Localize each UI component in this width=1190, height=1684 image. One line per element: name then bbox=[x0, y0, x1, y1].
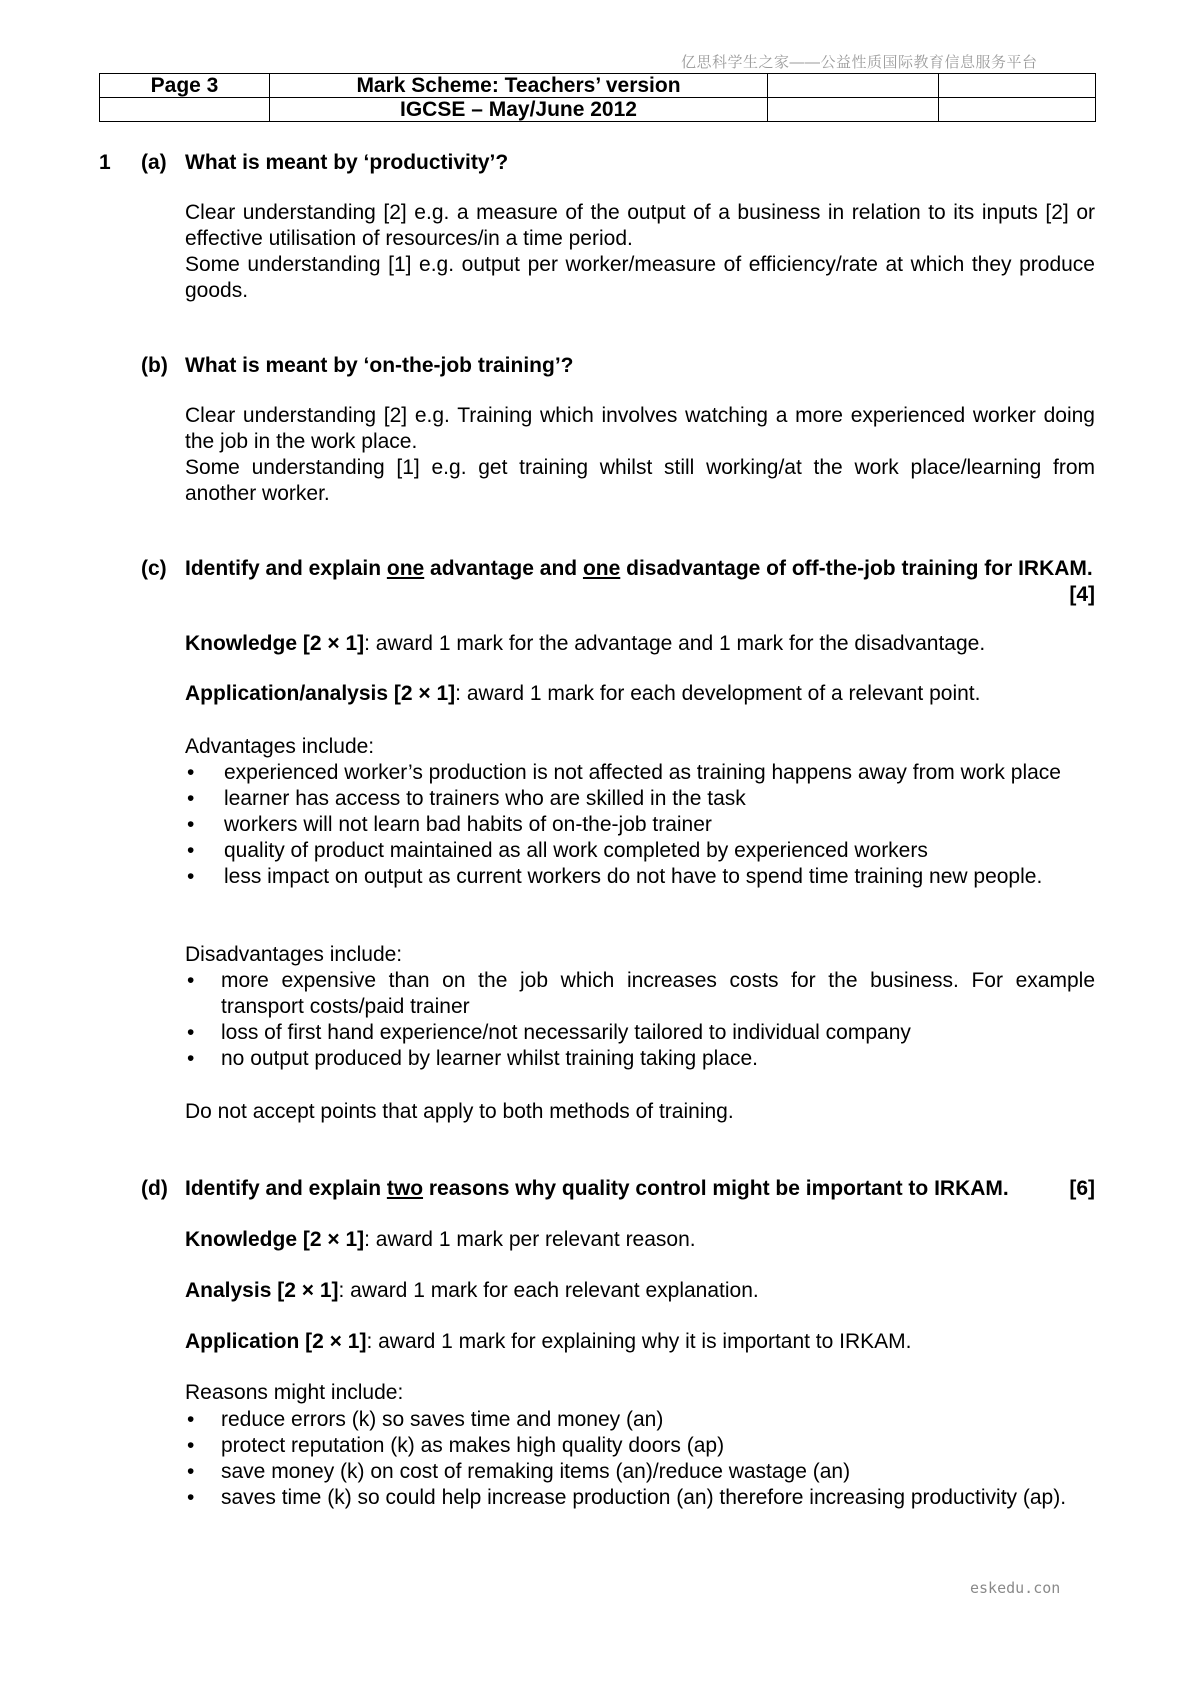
part-d-question bbox=[185, 1176, 1095, 1202]
answer-some-understanding: Some understanding [1] e.g. get training whilst still working/at the work place/learning from another worker. bbox=[185, 456, 1095, 505]
watermark-top: 亿思科学生之家——公益性质国际教育信息服务平台 bbox=[681, 54, 1038, 71]
header-page: Page 3 bbox=[100, 74, 270, 98]
question-text: advantage and bbox=[424, 557, 583, 580]
part-a-label: (a) bbox=[141, 151, 167, 174]
bullet-icon: • bbox=[187, 813, 195, 836]
question-text: reasons why quality control might be important to IRKAM. bbox=[423, 1177, 1009, 1200]
part-a-answer bbox=[185, 200, 1095, 304]
header-empty-cell bbox=[768, 74, 939, 98]
question-text: Identify and explain bbox=[185, 557, 387, 580]
header-empty-cell bbox=[100, 98, 270, 122]
part-a-question: What is meant by ‘productivity’? bbox=[185, 151, 509, 174]
list-item: • protect reputation (k) as makes high quality doors (ap) bbox=[187, 1434, 725, 1457]
criteria-text: : award 1 mark for each relevant explanation. bbox=[338, 1279, 759, 1302]
bullet-icon: • bbox=[187, 969, 195, 992]
list-item: • workers will not learn bad habits of on-the-job trainer bbox=[187, 813, 712, 836]
application-criteria bbox=[185, 681, 1095, 707]
list-item: • reduce errors (k) so saves time and money (an) bbox=[187, 1408, 664, 1431]
part-b-question: What is meant by ‘on-the-job training’? bbox=[185, 354, 574, 377]
underlined-word: one bbox=[582, 557, 621, 580]
header-empty-cell bbox=[939, 98, 1096, 122]
list-item: • save money (k) on cost of remaking items (an)/reduce wastage (an) bbox=[187, 1460, 851, 1483]
question-text: Identify and explain bbox=[185, 1177, 387, 1200]
reasons-list bbox=[185, 1407, 1095, 1511]
bullet-icon: • bbox=[187, 787, 195, 810]
bullet-icon: • bbox=[187, 1408, 195, 1431]
answer-some-understanding: Some understanding [1] e.g. output per worker/measure of efficiency/rate at which they produce goods. bbox=[185, 253, 1095, 302]
bullet-icon: • bbox=[187, 1047, 195, 1070]
criteria-label: Application/analysis [2 × 1] bbox=[185, 682, 456, 705]
criteria-label: Knowledge [2 × 1] bbox=[185, 632, 365, 655]
bullet-icon: • bbox=[187, 1486, 195, 1509]
list-item: • saves time (k) so could help increase production (an) therefore increasing productivity (ap). bbox=[187, 1486, 1067, 1509]
bullet-icon: • bbox=[187, 1460, 195, 1483]
criteria-text: : award 1 mark per relevant reason. bbox=[364, 1228, 696, 1251]
part-d-label: (d) bbox=[141, 1177, 168, 1200]
bullet-icon: • bbox=[187, 839, 195, 862]
reasons-heading: Reasons might include: bbox=[185, 1381, 404, 1404]
bullet-icon: • bbox=[187, 865, 195, 888]
criteria-label: Analysis [2 × 1] bbox=[185, 1279, 339, 1302]
part-c-question bbox=[185, 556, 1095, 608]
criteria-text: : award 1 mark for the advantage and 1 mark for the disadvantage. bbox=[364, 632, 986, 655]
advantages-heading: Advantages include: bbox=[185, 735, 375, 758]
marks-allocation: [6] bbox=[1069, 1177, 1095, 1200]
list-item: • experienced worker’s production is not affected as training happens away from work place bbox=[187, 761, 1061, 784]
criteria-text: : award 1 mark for each development of a relevant point. bbox=[455, 682, 981, 705]
advantages-list bbox=[185, 760, 1095, 890]
list-item: • learner has access to trainers who are skilled in the task bbox=[187, 787, 746, 810]
underlined-word: one bbox=[386, 557, 425, 580]
list-item: • quality of product maintained as all work completed by experienced workers bbox=[187, 839, 928, 862]
header-table bbox=[99, 73, 1096, 122]
bullet-icon: • bbox=[187, 1021, 195, 1044]
disadvantages-heading: Disadvantages include: bbox=[185, 943, 403, 966]
knowledge-criteria bbox=[185, 1227, 1095, 1253]
list-item: • no output produced by learner whilst training taking place. bbox=[187, 1047, 758, 1070]
underlined-word: two bbox=[386, 1177, 424, 1200]
part-b-label: (b) bbox=[141, 354, 168, 377]
header-empty-cell bbox=[768, 98, 939, 122]
bullet-icon: • bbox=[187, 761, 195, 784]
list-item: • loss of first hand experience/not necessarily tailored to individual company bbox=[187, 1021, 911, 1044]
list-item: • less impact on output as current workers do not have to spend time training new people. bbox=[187, 865, 1043, 888]
watermark-bottom: eskedu.con bbox=[970, 1579, 1061, 1597]
header-exam: IGCSE – May/June 2012 bbox=[270, 98, 768, 122]
disadvantages-list bbox=[185, 968, 1095, 1072]
part-b-answer bbox=[185, 403, 1095, 507]
header-empty-cell bbox=[939, 74, 1096, 98]
question-number: 1 bbox=[99, 151, 111, 174]
answer-clear-understanding: Clear understanding [2] e.g. a measure of the output of a business in relation to its inputs [2] or effective utilisation of resources/in a time period. bbox=[185, 201, 1095, 250]
part-c-note: Do not accept points that apply to both methods of training. bbox=[185, 1100, 734, 1123]
application-criteria bbox=[185, 1329, 1095, 1355]
bullet-icon: • bbox=[187, 1434, 195, 1457]
criteria-label: Knowledge [2 × 1] bbox=[185, 1228, 365, 1251]
question-text: disadvantage of off-the-job training for IRKAM. bbox=[620, 557, 1093, 580]
analysis-criteria bbox=[185, 1278, 1095, 1304]
list-item: • more expensive than on the job which increases costs for the business. For example transport costs/paid trainer bbox=[187, 969, 1095, 1018]
marks-allocation: [4] bbox=[1069, 583, 1095, 606]
criteria-text: : award 1 mark for explaining why it is important to IRKAM. bbox=[366, 1330, 912, 1353]
header-title: Mark Scheme: Teachers’ version bbox=[270, 74, 768, 98]
knowledge-criteria bbox=[185, 631, 1095, 657]
criteria-label: Application [2 × 1] bbox=[185, 1330, 367, 1353]
answer-clear-understanding: Clear understanding [2] e.g. Training which involves watching a more experienced worker doing the job in the work place. bbox=[185, 404, 1095, 453]
part-c-label: (c) bbox=[141, 557, 167, 580]
